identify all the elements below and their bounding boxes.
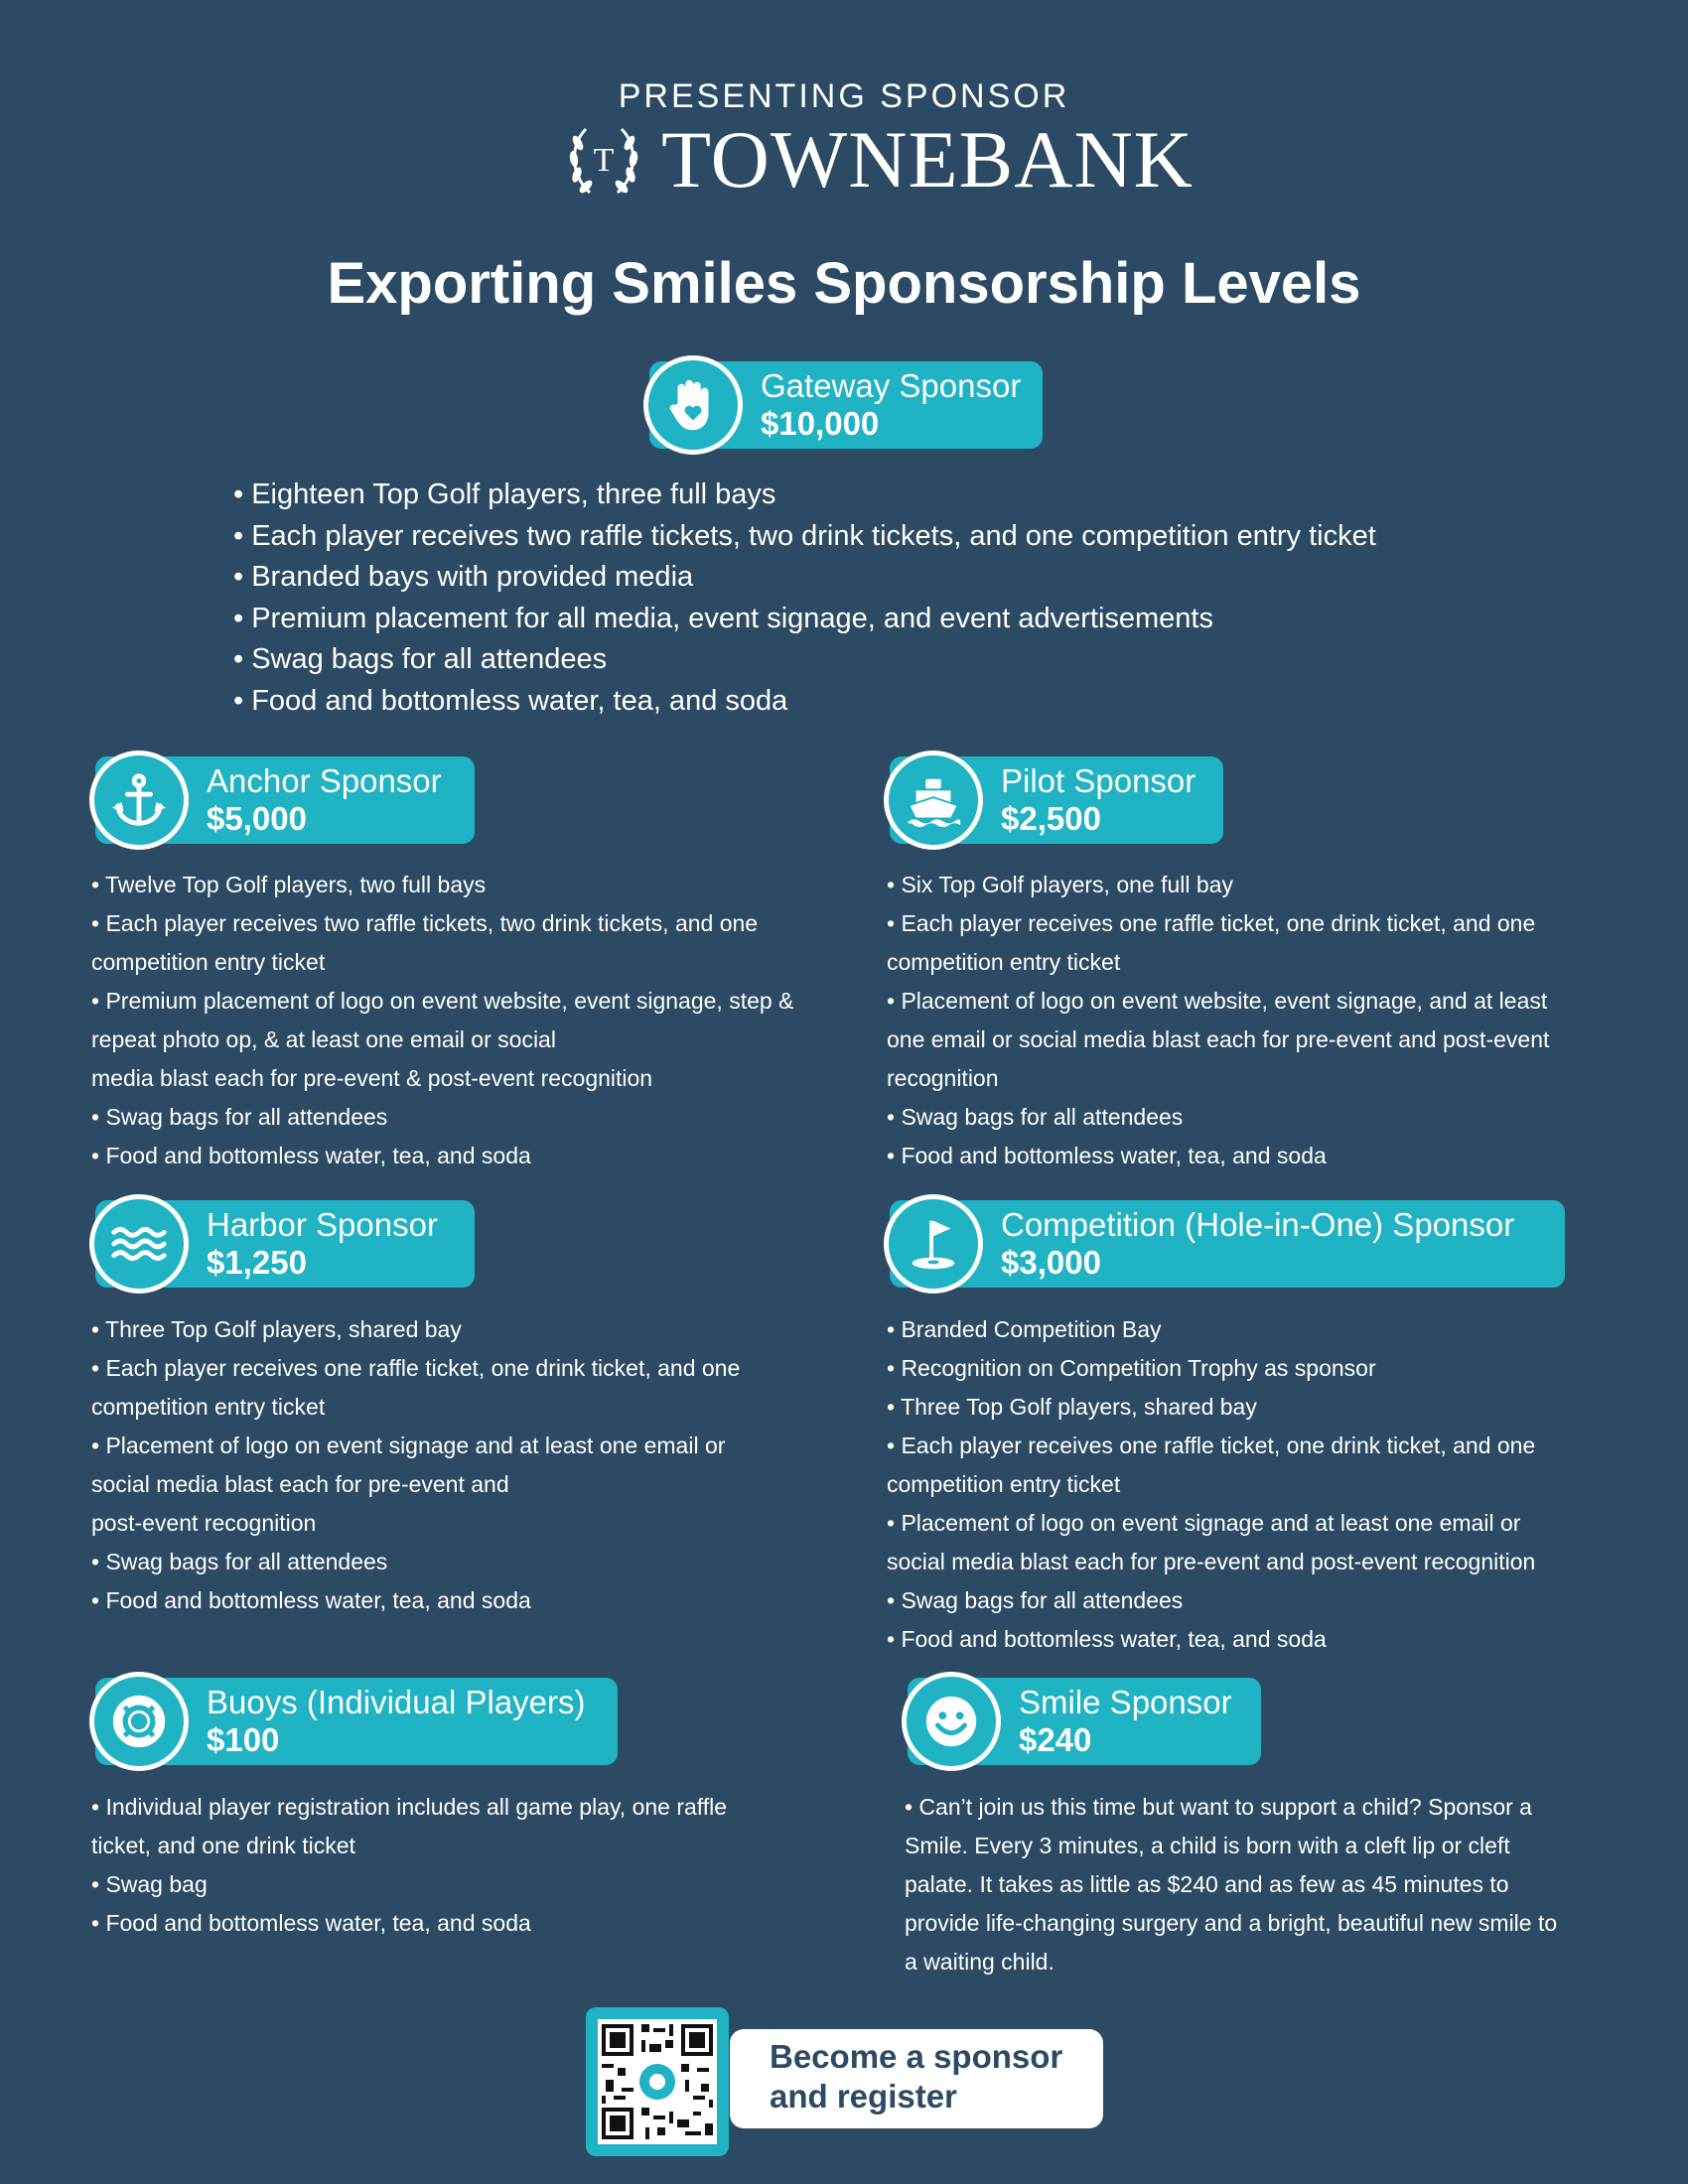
ship-icon xyxy=(903,769,964,831)
buoys-benefits-list xyxy=(91,1788,866,1943)
pilot-benefits-list xyxy=(887,866,1661,1175)
list-line: • Food and bottomless water, tea, and soda xyxy=(91,1587,531,1613)
waves-icon xyxy=(108,1213,170,1275)
hand-heart-icon xyxy=(662,374,724,436)
list-line: • Swag bag xyxy=(91,1871,208,1897)
anchor-sponsor-badge xyxy=(95,756,475,844)
competition-icon-circle xyxy=(884,1194,983,1294)
presenting-sponsor-label: PRESENTING SPONSOR xyxy=(618,77,1070,115)
gateway-icon-circle xyxy=(643,355,743,455)
buoys-sponsor-badge xyxy=(95,1678,618,1765)
list-line: competition entry ticket xyxy=(91,949,326,975)
qr-code-frame[interactable] xyxy=(586,2007,729,2156)
list-line: • Food and bottomless water, tea, and soda xyxy=(91,1143,531,1168)
smile-icon xyxy=(920,1691,982,1752)
list-line: recognition xyxy=(887,1065,999,1091)
harbor-sponsor-name: Harbor Sponsor xyxy=(207,1206,438,1244)
list-line: • Recognition on Competition Trophy as sponsor xyxy=(887,1355,1376,1381)
list-line: • Placement of logo on event website, event signage, and at least xyxy=(887,988,1548,1014)
list-line: • Placement of logo on event signage and at least one email or xyxy=(887,1510,1521,1536)
list-line: • Branded Competition Bay xyxy=(887,1316,1162,1342)
smile-sponsor-name: Smile Sponsor xyxy=(1019,1684,1232,1721)
list-line: • Swag bags for all attendees xyxy=(91,1549,388,1574)
anchor-icon xyxy=(108,769,170,831)
smile-description xyxy=(905,1788,1669,1981)
competition-sponsor-badge xyxy=(890,1200,1565,1288)
page-title: Exporting Smiles Sponsorship Levels xyxy=(327,251,1361,316)
list-line: • Swag bags for all attendees xyxy=(887,1587,1184,1613)
gateway-sponsor-price: $10,000 xyxy=(761,405,880,442)
buoys-icon-circle xyxy=(89,1672,189,1771)
list-line: • Each player receives two raffle tickets, two drink tickets, and one xyxy=(91,910,759,936)
list-line: • Six Top Golf players, one full bay xyxy=(887,872,1233,897)
list-line: • Three Top Golf players, shared bay xyxy=(887,1394,1257,1420)
anchor-sponsor-name: Anchor Sponsor xyxy=(207,762,442,800)
pilot-sponsor-badge xyxy=(890,756,1223,844)
list-line: • Swag bags for all attendees xyxy=(91,1104,388,1130)
list-line: social media blast each for pre-event and xyxy=(91,1471,509,1497)
list-item: • Each player receives two raffle tickets, two drink tickets, and one competition entry ticket xyxy=(233,519,1376,552)
list-line: post-event recognition xyxy=(91,1510,317,1536)
list-line: competition entry ticket xyxy=(887,949,1121,975)
list-line: a waiting child. xyxy=(905,1949,1055,1975)
list-line: • Individual player registration includes all game play, one raffle xyxy=(91,1794,728,1820)
anchor-benefits-list xyxy=(91,866,866,1175)
gateway-sponsor-name: Gateway Sponsor xyxy=(761,367,1022,405)
become-sponsor-button[interactable] xyxy=(730,2029,1103,2128)
gateway-sponsor-badge xyxy=(649,361,1043,449)
list-line: • Twelve Top Golf players, two full bays xyxy=(91,872,487,897)
list-line: provide life-changing surgery and a bright, beautiful new smile to xyxy=(905,1910,1558,1936)
cta-line-2: and register xyxy=(770,2078,957,2115)
list-item: • Swag bags for all attendees xyxy=(233,643,608,675)
smile-sponsor-price: $240 xyxy=(1019,1721,1092,1758)
list-line: • Food and bottomless water, tea, and soda xyxy=(887,1143,1327,1168)
list-line: palate. It takes as little as $240 and as few as 45 minutes to xyxy=(905,1871,1509,1897)
laurel-wreath-icon xyxy=(564,117,643,203)
list-line: • Food and bottomless water, tea, and soda xyxy=(887,1626,1327,1652)
list-line: • Each player receives one raffle ticket, one drink ticket, and one xyxy=(887,1433,1536,1458)
list-line: • Three Top Golf players, shared bay xyxy=(91,1316,462,1342)
pilot-sponsor-price: $2,500 xyxy=(1001,800,1101,837)
golf-flag-icon xyxy=(903,1213,964,1275)
anchor-icon-circle xyxy=(89,751,189,850)
competition-sponsor-price: $3,000 xyxy=(1001,1244,1101,1281)
qr-code-icon[interactable] xyxy=(598,2019,717,2144)
list-line: competition entry ticket xyxy=(887,1471,1121,1497)
buoys-sponsor-price: $100 xyxy=(207,1721,280,1758)
pilot-sponsor-name: Pilot Sponsor xyxy=(1001,762,1196,800)
list-item: • Premium placement for all media, event signage, and event advertisements xyxy=(233,602,1213,634)
list-line: ticket, and one drink ticket xyxy=(91,1833,355,1858)
buoys-sponsor-name: Buoys (Individual Players) xyxy=(207,1684,586,1721)
list-line: • Swag bags for all attendees xyxy=(887,1104,1184,1130)
competition-sponsor-name: Competition (Hole-in-One) Sponsor xyxy=(1001,1206,1515,1244)
list-item: • Branded bays with provided media xyxy=(233,561,694,593)
pilot-icon-circle xyxy=(884,751,983,850)
list-line: • Placement of logo on event signage and at least one email or xyxy=(91,1433,726,1458)
list-line: repeat photo op, & at least one email or social xyxy=(91,1026,556,1052)
anchor-sponsor-price: $5,000 xyxy=(207,800,307,837)
list-line: • Each player receives one raffle ticket, one drink ticket, and one xyxy=(887,910,1536,936)
list-line: Smile. Every 3 minutes, a child is born with a cleft lip or cleft xyxy=(905,1833,1510,1858)
list-item: • Food and bottomless water, tea, and soda xyxy=(233,684,788,717)
list-item: • Eighteen Top Golf players, three full bays xyxy=(233,478,776,510)
gateway-benefits-list xyxy=(233,475,1524,722)
harbor-benefits-list xyxy=(91,1310,866,1620)
smile-sponsor-badge xyxy=(908,1678,1261,1765)
list-line: social media blast each for pre-event and post-event recognition xyxy=(887,1549,1536,1574)
townebank-logo xyxy=(564,115,1194,205)
list-line: media blast each for pre-event & post-event recognition xyxy=(91,1065,653,1091)
harbor-icon-circle xyxy=(89,1194,189,1294)
list-line: one email or social media blast each for pre-event and post-event xyxy=(887,1026,1550,1052)
smile-icon-circle xyxy=(902,1672,1001,1771)
list-line: • Each player receives one raffle ticket, one drink ticket, and one xyxy=(91,1355,741,1381)
harbor-sponsor-price: $1,250 xyxy=(207,1244,307,1281)
life-buoy-icon xyxy=(108,1691,170,1752)
harbor-sponsor-badge xyxy=(95,1200,475,1288)
list-line: • Can’t join us this time but want to support a child? Sponsor a xyxy=(905,1794,1532,1820)
list-line: • Food and bottomless water, tea, and soda xyxy=(91,1910,531,1936)
townebank-wordmark: TOWNEBANK xyxy=(661,114,1194,205)
cta-line-1: Become a sponsor xyxy=(770,2038,1063,2075)
logo-letter: T xyxy=(593,142,615,179)
list-line: • Premium placement of logo on event website, event signage, step & xyxy=(91,988,794,1014)
list-line: competition entry ticket xyxy=(91,1394,326,1420)
competition-benefits-list xyxy=(887,1310,1671,1659)
